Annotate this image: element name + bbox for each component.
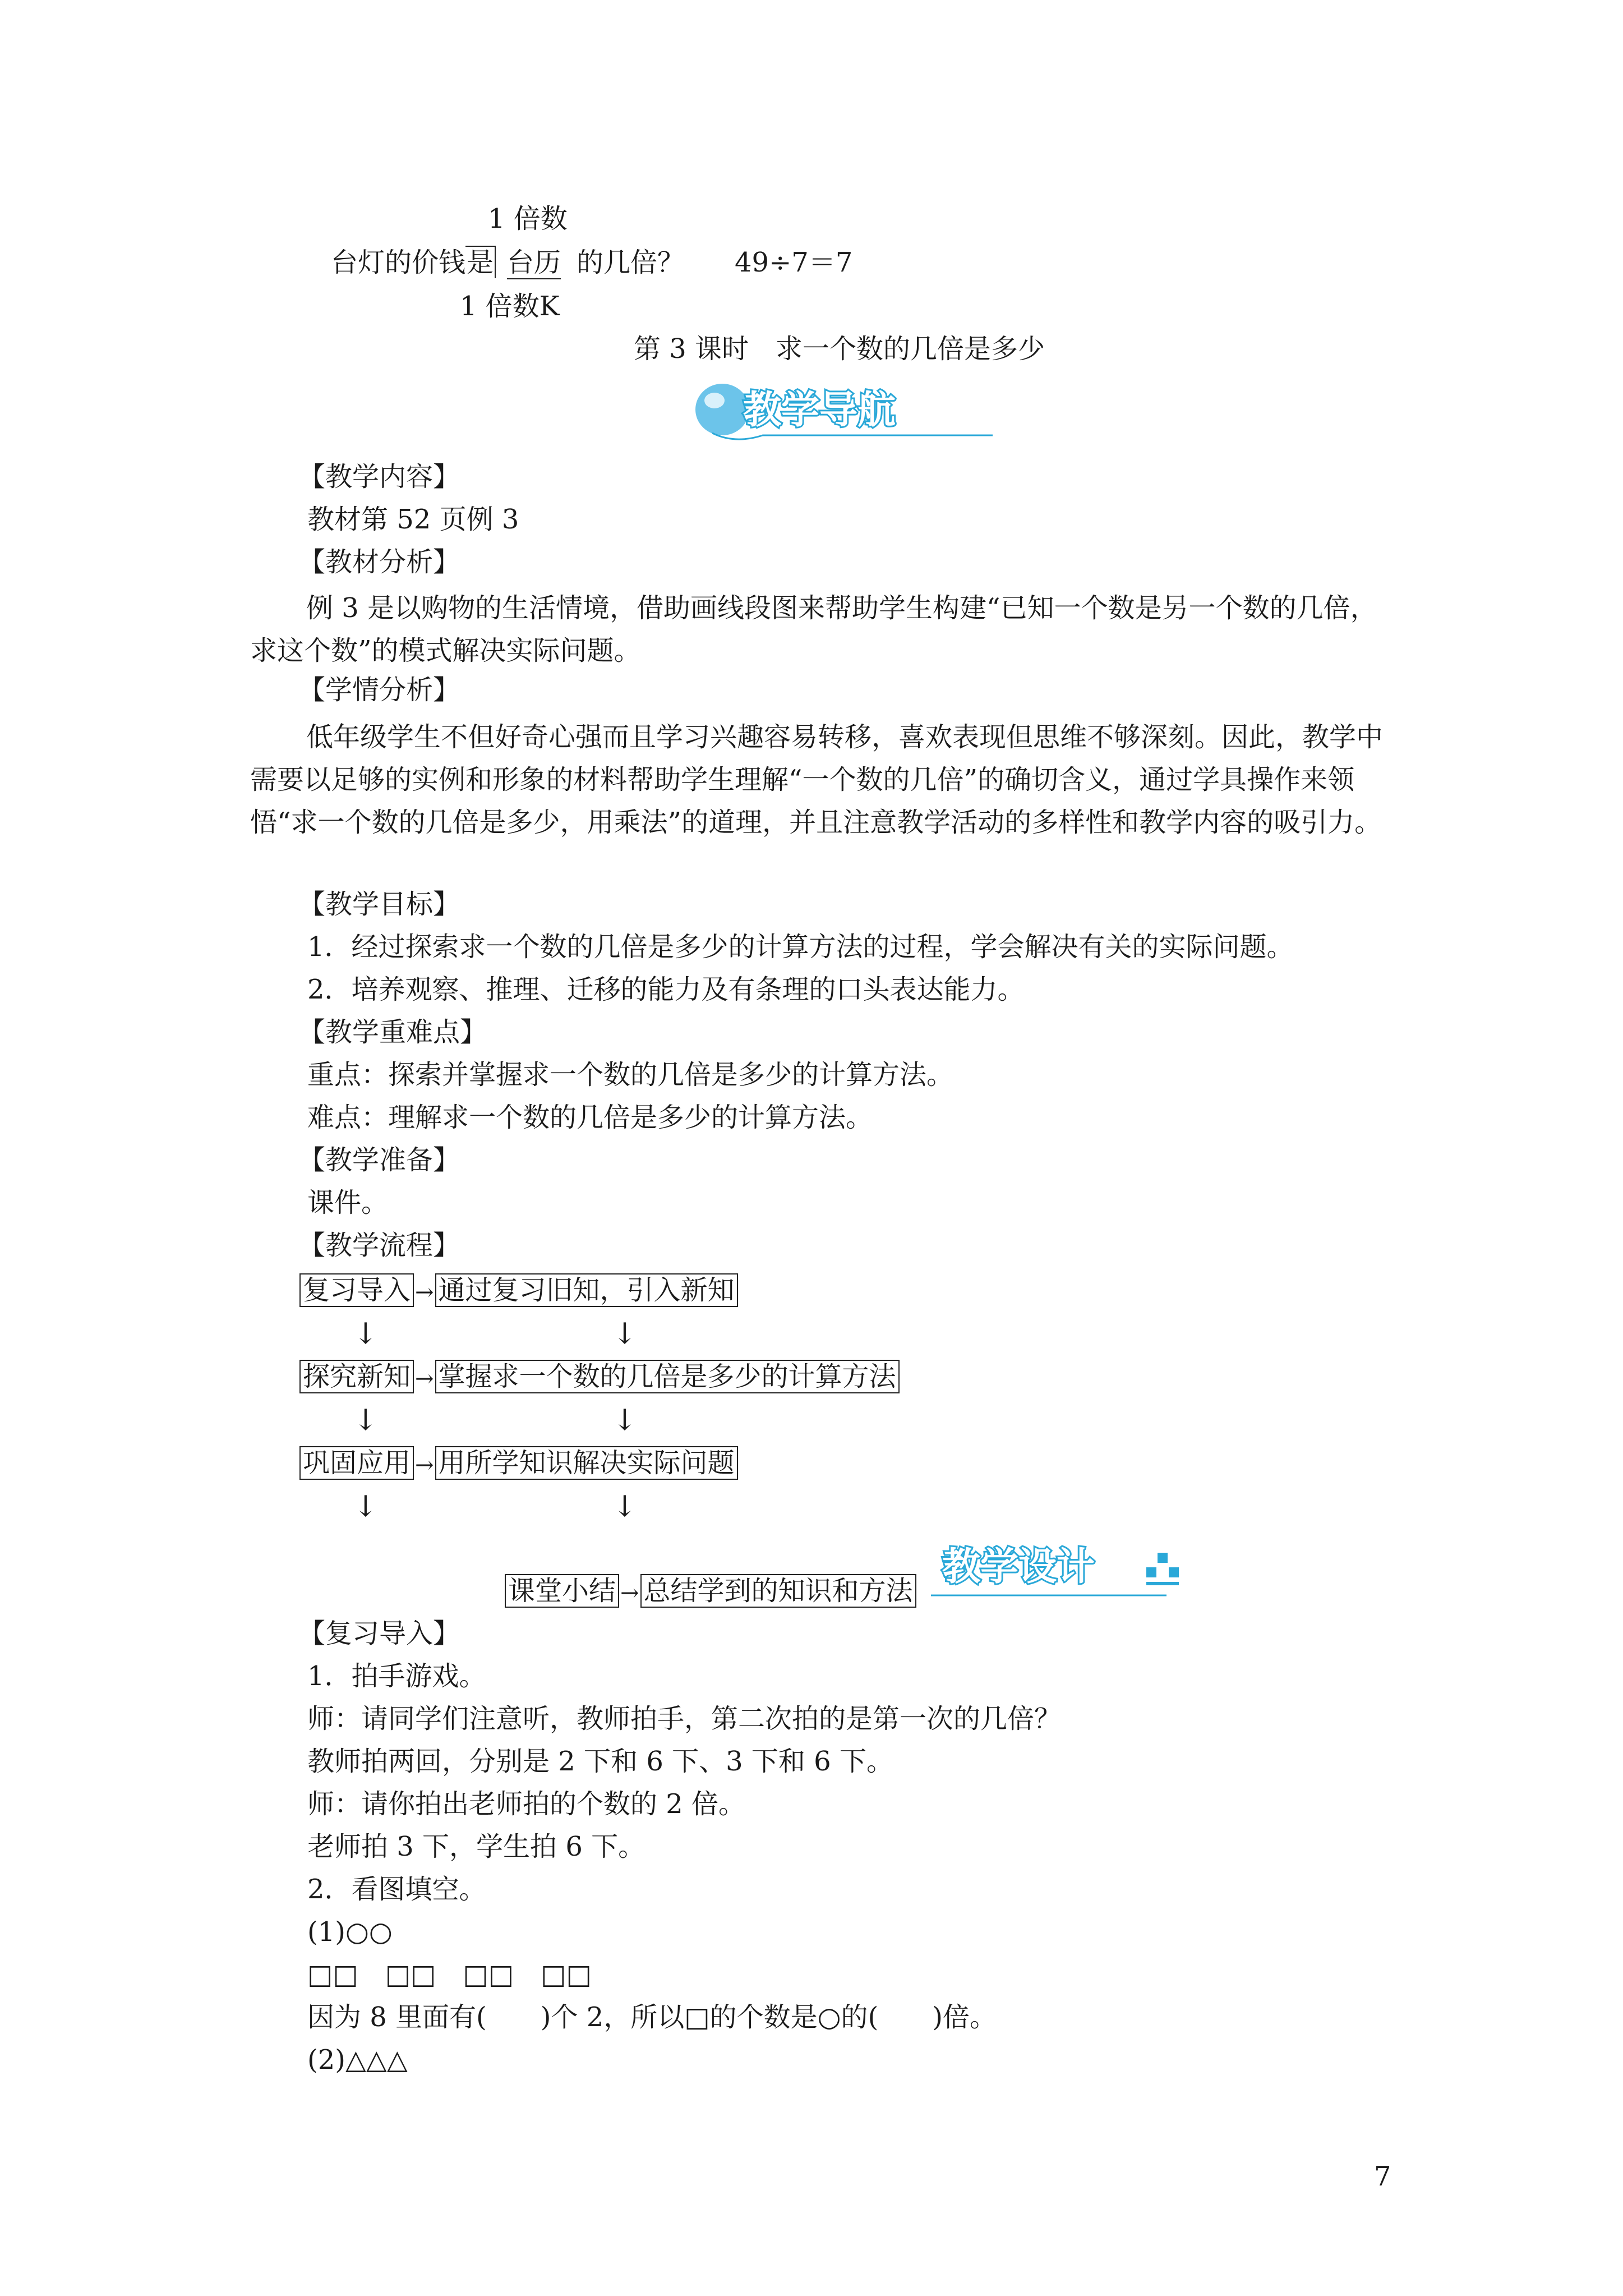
diagram-label-top: 1 倍数 bbox=[488, 203, 568, 234]
student-heading: 【学情分析】 bbox=[298, 674, 460, 706]
flow-row-3 bbox=[299, 1446, 738, 1482]
arrow-down-icon: ↓ bbox=[353, 1404, 378, 1437]
diagram-label-bottom: 1 倍数K bbox=[460, 291, 560, 322]
banner-nav-text: 教学导航 bbox=[743, 388, 896, 432]
flow-step: 巩固应用 bbox=[299, 1446, 414, 1480]
banner-design-text: 教学设计 bbox=[942, 1545, 1095, 1589]
diagram-equation: 49÷7＝7 bbox=[735, 247, 853, 278]
flow-row-1 bbox=[299, 1273, 738, 1309]
flow-desc: 用所学知识解决实际问题 bbox=[435, 1446, 738, 1480]
goal-heading: 【教学目标】 bbox=[298, 889, 460, 920]
goal-2: 2．培养观察、推理、迁移的能力及有条理的口头表达能力。 bbox=[307, 974, 1025, 1005]
review-line: 2．看图填空。 bbox=[307, 1874, 486, 1905]
review-line: 师：请你拍出老师拍的个数的 2 倍。 bbox=[307, 1788, 746, 1820]
arrow-right-icon: → bbox=[415, 1365, 434, 1392]
arrow-down-icon: ↓ bbox=[353, 1490, 378, 1524]
banner-teaching-design bbox=[931, 1526, 1189, 1599]
review-line: □□ □□ □□ □□ bbox=[307, 1959, 592, 1990]
flow-desc: 通过复习旧知，引入新知 bbox=[435, 1273, 738, 1307]
page-number: 7 bbox=[1374, 2161, 1391, 2192]
arrow-right-icon: → bbox=[620, 1580, 639, 1606]
review-line: 师：请同学们注意听，教师拍手，第二次拍的是第一次的几倍？ bbox=[307, 1703, 1062, 1734]
analysis-heading: 【教材分析】 bbox=[298, 546, 460, 578]
difficult-point: 难点：理解求一个数的几倍是多少的计算方法。 bbox=[307, 1102, 873, 1133]
review-line: 教师拍两回，分别是 2 下和 6 下、3 下和 6 下。 bbox=[307, 1746, 893, 1777]
review-line: (1)○○ bbox=[307, 1916, 393, 1948]
review-heading: 【复习导入】 bbox=[298, 1618, 460, 1649]
lesson-title: 第 3 课时 求一个数的几倍是多少 bbox=[634, 333, 1045, 365]
question-shi: 是 bbox=[465, 246, 496, 278]
prep-heading: 【教学准备】 bbox=[298, 1144, 460, 1176]
prep-text: 课件。 bbox=[307, 1187, 389, 1218]
goal-1: 1．经过探索求一个数的几倍是多少的计算方法的过程，学会解决有关的实际问题。 bbox=[307, 931, 1294, 963]
key-heading: 【教学重难点】 bbox=[298, 1016, 487, 1048]
arrow-down-icon: ↓ bbox=[612, 1490, 637, 1524]
student-text: 低年级学生不但好奇心强而且学习兴趣容易转移，喜欢表现但思维不够深刻。因此，教学中需要以足够的实例和形象的材料帮助学生理解“一个数的几倍”的确切含义，通过学具操作来领悟“求一个数的几倍是多少，用乘法”的道理，并且注意教学活动的多样性和教学内容的吸引力。 bbox=[250, 721, 1384, 838]
question-mid: 台历 bbox=[507, 247, 561, 278]
analysis-text: 例 3 是以购物的生活情境，借助画线段图来帮助学生构建“已知一个数是另一个数的几倍，求这个数”的模式解决实际问题。 bbox=[250, 592, 1377, 666]
flow-desc: 总结学到的知识和方法 bbox=[640, 1574, 916, 1608]
bubble-icon bbox=[695, 384, 749, 435]
flow-step: 探究新知 bbox=[299, 1360, 414, 1393]
flow-heading: 【教学流程】 bbox=[298, 1230, 460, 1261]
flow-row-2 bbox=[299, 1360, 900, 1396]
arrow-down-icon: ↓ bbox=[612, 1404, 637, 1437]
arrow-down-icon: ↓ bbox=[612, 1317, 637, 1351]
review-line: (2)△△△ bbox=[307, 2044, 408, 2076]
arrow-right-icon: → bbox=[415, 1279, 434, 1305]
content-text: 教材第 52 页例 3 bbox=[307, 504, 519, 535]
blocks-icon bbox=[1158, 1553, 1168, 1563]
question-prefix: 台灯的价钱 bbox=[331, 247, 466, 278]
key-point: 重点：探索并掌握求一个数的几倍是多少的计算方法。 bbox=[307, 1059, 954, 1091]
question-suffix: 的几倍？ bbox=[577, 247, 685, 278]
content-heading: 【教学内容】 bbox=[298, 461, 460, 493]
diagram-question bbox=[331, 246, 684, 279]
flow-step: 课堂小结 bbox=[505, 1574, 619, 1608]
review-line: 老师拍 3 下，学生拍 6 下。 bbox=[307, 1831, 645, 1862]
arrow-down-icon: ↓ bbox=[353, 1317, 378, 1351]
review-line: 1．拍手游戏。 bbox=[307, 1660, 486, 1692]
flow-row-4 bbox=[505, 1574, 916, 1610]
review-line: 因为 8 里面有( )个 2，所以□的个数是○的( )倍。 bbox=[307, 2001, 997, 2033]
flow-step: 复习导入 bbox=[299, 1273, 414, 1307]
arrow-right-icon: → bbox=[415, 1452, 434, 1478]
flow-desc: 掌握求一个数的几倍是多少的计算方法 bbox=[435, 1360, 900, 1393]
banner-teaching-nav bbox=[690, 377, 993, 444]
